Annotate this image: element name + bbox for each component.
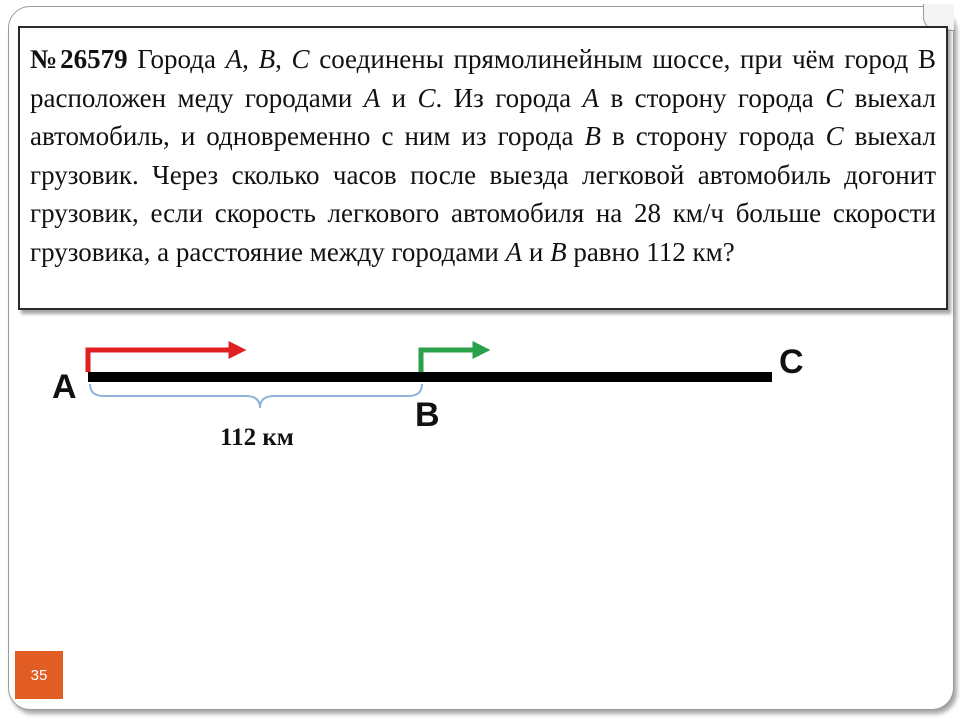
city-letter: C [417, 82, 436, 113]
city-letter: A [225, 44, 243, 74]
distance-label: 112 км [220, 424, 294, 451]
problem-text-segment: соединены прямолинейным шоссе, при чём город В расположен меду городами [30, 44, 936, 113]
problem-text-segment: и [380, 82, 418, 113]
city-c-label: C [779, 343, 804, 381]
problem-text-segment: в сторону города [601, 121, 826, 151]
problem-text-segment: выехал грузовик. Через сколько часов после выезда легковой автомобиль догонит грузовик, если скорость легкового автомобиля на 28 км/ч больше скорости грузовика, а расстояние между городами [30, 121, 936, 267]
car-direction-arrow [88, 350, 232, 372]
truck-direction-arrow [421, 350, 476, 372]
city-letter: A [582, 82, 600, 113]
problem-text-segment: Города [127, 44, 226, 74]
city-letter: A [505, 236, 523, 267]
problem-text-segment: . Из города [435, 82, 583, 113]
city-letter: C [825, 121, 844, 151]
problem-number: №26579 [30, 44, 128, 74]
city-a-label: A [52, 368, 77, 406]
city-letter: B [550, 236, 567, 267]
city-letter: C [825, 82, 844, 113]
problem-text-segment: , [275, 44, 292, 74]
city-letter: B [584, 121, 601, 151]
problem-text-segment: и [522, 236, 551, 267]
problem-text-segment: выехал автомобиль, и одновременно с ним из города [30, 82, 936, 151]
problem-text-segment: равно 112 км? [566, 236, 735, 267]
city-b-label: B [415, 396, 440, 434]
problem-text-segment: , [242, 44, 259, 74]
problem-text-segment: в сторону города [599, 82, 826, 113]
city-letter: C [291, 44, 310, 74]
distance-brace [90, 384, 422, 408]
city-letter: A [363, 82, 381, 113]
page-number-badge [15, 651, 63, 699]
city-letter: B [258, 44, 276, 74]
page-number: 35 [30, 666, 48, 684]
